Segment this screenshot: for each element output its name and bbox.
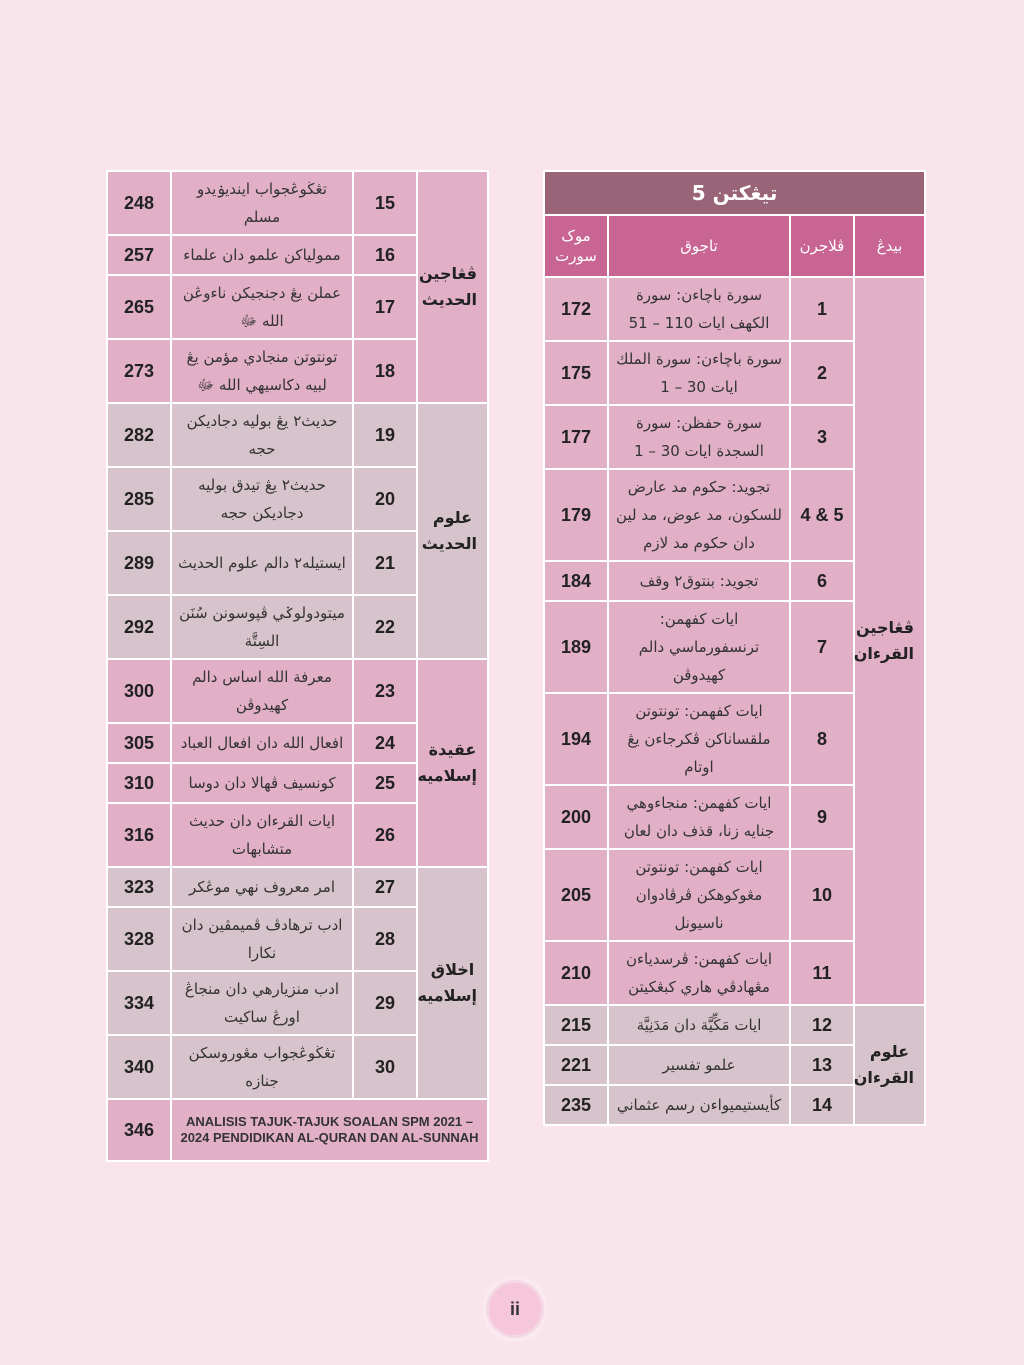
table-row xyxy=(107,171,488,235)
row-title: ايات كفهمن: منجاءوهي جنايه زنا، قذف دان لعان xyxy=(608,785,790,849)
row-page: 215 xyxy=(544,1005,608,1045)
row-number: 27 xyxy=(353,867,417,907)
row-title: ادب منزيارهي دان منجاڠ اورڠ ساكيت xyxy=(171,971,353,1035)
row-number: 14 xyxy=(790,1085,854,1125)
row-number: 29 xyxy=(353,971,417,1035)
table-row xyxy=(107,867,488,907)
row-page: 221 xyxy=(544,1045,608,1085)
row-number: 30 xyxy=(353,1035,417,1099)
row-number: 21 xyxy=(353,531,417,595)
row-title: كونسيف ڤهالا دان دوسا xyxy=(171,763,353,803)
row-page: 210 xyxy=(544,941,608,1005)
row-page: 257 xyxy=(107,235,171,275)
row-page: 177 xyxy=(544,405,608,469)
section-name: علوم الحديث xyxy=(417,403,488,659)
row-number: 6 xyxy=(790,561,854,601)
row-title: ايات القرءان دان حديث متشابهات xyxy=(171,803,353,867)
row-number: 8 xyxy=(790,693,854,785)
row-number: 10 xyxy=(790,849,854,941)
row-number: 26 xyxy=(353,803,417,867)
row-page: 235 xyxy=(544,1085,608,1125)
row-title: افعال الله دان افعال العباد xyxy=(171,723,353,763)
row-number: 20 xyxy=(353,467,417,531)
section-name: علوم القرءان xyxy=(854,1005,925,1125)
row-page: 179 xyxy=(544,469,608,561)
row-page: 248 xyxy=(107,171,171,235)
header-section: بيدڠ xyxy=(854,215,925,277)
row-number: 17 xyxy=(353,275,417,339)
row-number: 23 xyxy=(353,659,417,723)
left-contents-table xyxy=(106,170,489,1162)
footer-row xyxy=(107,1099,488,1161)
section-name: عقيدة إسلاميه xyxy=(417,659,488,867)
footer-page: 346 xyxy=(107,1099,171,1161)
section-name: ڤڠاجين القرءان xyxy=(854,277,925,1005)
row-title: معرفة الله اساس دالم كهيدوڤن xyxy=(171,659,353,723)
row-number: 19 xyxy=(353,403,417,467)
row-title: ممولياكن علمو دان علماء xyxy=(171,235,353,275)
row-title: سورة حفظن: سورة السجدة ايات 30 – 1 xyxy=(608,405,790,469)
row-page: 200 xyxy=(544,785,608,849)
row-title: تجويد: حكوم مد عارض للسكون، مد عوض، مد لين دان حكوم مد لازم xyxy=(608,469,790,561)
section-name: ڤڠاجين الحديث xyxy=(417,171,488,403)
row-page: 205 xyxy=(544,849,608,941)
table-row xyxy=(107,403,488,467)
footer-title: ANALISIS TAJUK-TAJUK SOALAN SPM 2021 – 2024 PENDIDIKAN AL-QURAN DAN AL-SUNNAH xyxy=(171,1099,488,1161)
row-title: ادب ترهادڤ ڤميمڤين دان نكارا xyxy=(171,907,353,971)
row-number: 9 xyxy=(790,785,854,849)
row-page: 273 xyxy=(107,339,171,403)
row-page: 172 xyxy=(544,277,608,341)
header-title: تاجوق xyxy=(608,215,790,277)
row-page: 289 xyxy=(107,531,171,595)
table-row xyxy=(107,659,488,723)
row-page: 305 xyxy=(107,723,171,763)
row-title: تجويد: بنتوق٢ وقف xyxy=(608,561,790,601)
row-number: 13 xyxy=(790,1045,854,1085)
row-title: ميتودولوݢي ڤپوسونن سُنَن السِتَّة xyxy=(171,595,353,659)
table-row xyxy=(544,1005,925,1045)
row-page: 328 xyxy=(107,907,171,971)
row-number: 2 xyxy=(790,341,854,405)
header-page: موک سورت xyxy=(544,215,608,277)
row-page: 340 xyxy=(107,1035,171,1099)
row-page: 175 xyxy=(544,341,608,405)
page-number: ii xyxy=(486,1280,544,1338)
row-title: ايات مَكِّيَّة دان مَدَنِيَّة xyxy=(608,1005,790,1045)
row-title: علمو تفسير xyxy=(608,1045,790,1085)
row-page: 316 xyxy=(107,803,171,867)
row-number: 15 xyxy=(353,171,417,235)
row-page: 194 xyxy=(544,693,608,785)
row-number: 3 xyxy=(790,405,854,469)
row-page: 300 xyxy=(107,659,171,723)
row-title: تڠڬوڠجواب اينديۏيدو مسلم xyxy=(171,171,353,235)
row-number: 28 xyxy=(353,907,417,971)
row-number: 12 xyxy=(790,1005,854,1045)
row-title: ايات كفهمن: ڤرسدياءن مڠهادڤي هاري كبڠكيتن xyxy=(608,941,790,1005)
row-title: تڠڬوڠجواب مڠوروسكن جنازه xyxy=(171,1035,353,1099)
row-page: 334 xyxy=(107,971,171,1035)
row-title: كأيستيميواءن رسم عثماني xyxy=(608,1085,790,1125)
row-title: ايستيله٢ دالم علوم الحديث xyxy=(171,531,353,595)
row-page: 184 xyxy=(544,561,608,601)
header-no: ڤلاجرن xyxy=(790,215,854,277)
row-page: 265 xyxy=(107,275,171,339)
row-number: 1 xyxy=(790,277,854,341)
row-number: 18 xyxy=(353,339,417,403)
section-name: اخلاق إسلاميه xyxy=(417,867,488,1099)
row-number: 25 xyxy=(353,763,417,803)
row-page: 282 xyxy=(107,403,171,467)
row-page: 285 xyxy=(107,467,171,531)
row-title: تونتوتن منجادي مؤمن يڠ لبيه دكاسيهي الله ﷻ xyxy=(171,339,353,403)
row-number: 22 xyxy=(353,595,417,659)
row-number: 11 xyxy=(790,941,854,1005)
row-title: سورة باچاءن: سورة الملك ايات 30 – 1 xyxy=(608,341,790,405)
table-row xyxy=(544,277,925,341)
row-number: 24 xyxy=(353,723,417,763)
row-title: ايات كفهمن: ترنسفورماسي دالم كهيدوڤن xyxy=(608,601,790,693)
row-title: سورة باچاءن: سورة الكهف ايات 110 – 51 xyxy=(608,277,790,341)
row-title: ايات كفهمن: تونتوتن مڠوكوهكن ڤرڤادوان ناسيونل xyxy=(608,849,790,941)
row-number: 16 xyxy=(353,235,417,275)
row-page: 323 xyxy=(107,867,171,907)
row-page: 189 xyxy=(544,601,608,693)
row-page: 310 xyxy=(107,763,171,803)
right-table-title: تيڠكتن 5 xyxy=(544,171,925,215)
row-number: 7 xyxy=(790,601,854,693)
row-title: عملن يڠ دجنجيكن ناءوڠن الله ﷻ xyxy=(171,275,353,339)
row-number: 4 & 5 xyxy=(790,469,854,561)
row-title: حديث٢ يڠ بوليه دجاديكن حجه xyxy=(171,403,353,467)
row-page: 292 xyxy=(107,595,171,659)
right-contents-table xyxy=(543,170,926,1126)
row-title: امر معروف نهي موڠكر xyxy=(171,867,353,907)
row-title: ايات كفهمن: تونتوتن ملقساناكن ڤكرجاءن يڠ اوتام xyxy=(608,693,790,785)
row-title: حديث٢ يڠ تيدق بوليه دجاديكن حجه xyxy=(171,467,353,531)
